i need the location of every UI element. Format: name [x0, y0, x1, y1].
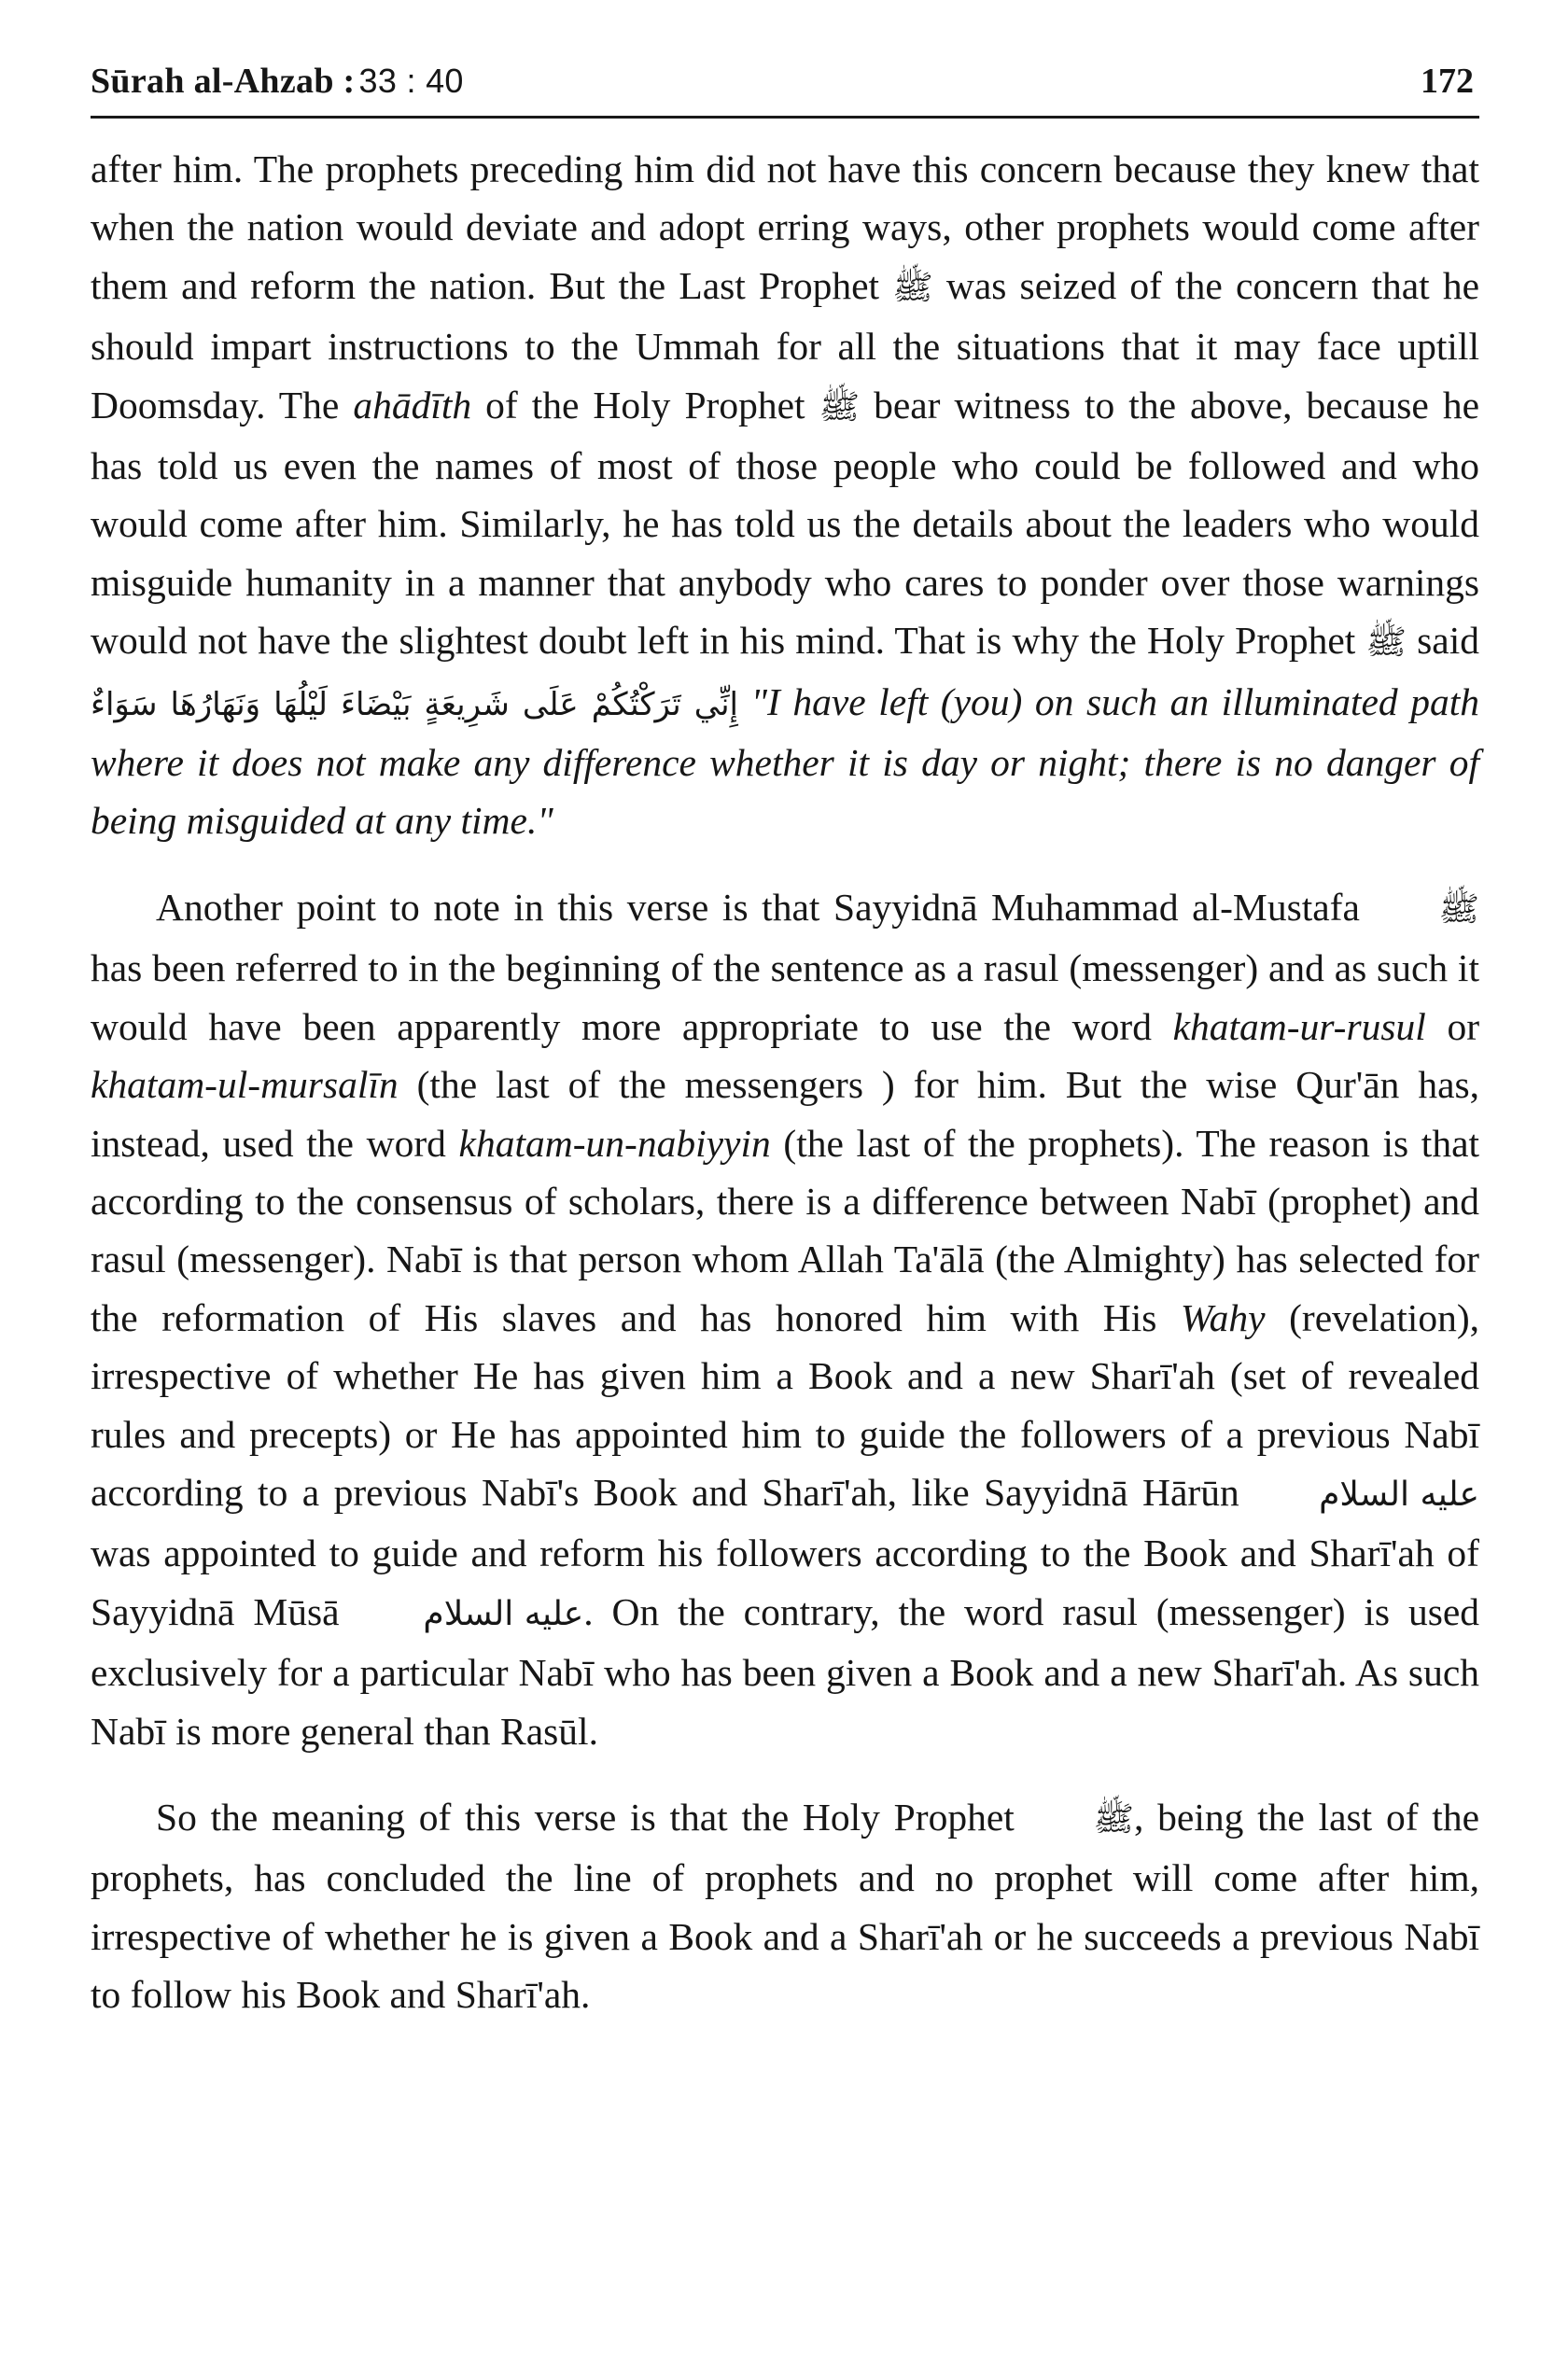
translation-quote: "I have left (you) on such an illuminated path where it does not make any difference whether it is day or night; there is no danger of being misguided at any time."	[91, 679, 1480, 843]
text-run: (the last of the prophets). The reason is that according to the consensus of scholars, there is a difference between Nabī (prophet) and rasul (messenger). Nabī is that person whom Allah Ta'ālā (the Almighty) has selected for the reformation of His slaves and has honored him with His	[91, 1121, 1480, 1339]
salutation-glyph: ﷺ	[1438, 889, 1480, 929]
page-number: 172	[1421, 62, 1474, 101]
surah-title	[91, 54, 464, 108]
surah-name: Sūrah al-Ahzab :	[91, 62, 356, 101]
text-run: has been referred to in the beginning of the sentence as a rasul (messenger) and as such it would have been apparently more appropriate to use the word	[91, 946, 1479, 1048]
term-khatam-ur-rusul: khatam-ur-rusul	[1172, 1004, 1426, 1048]
book-page	[91, 0, 1479, 2364]
running-header	[91, 54, 1479, 108]
body-text	[91, 140, 1479, 2024]
salutation-glyph: ﷺ	[892, 268, 933, 307]
salutation-glyph: ﷺ	[1093, 1799, 1135, 1839]
text-run: So the meaning of this verse is that the Holy Prophet	[156, 1795, 1015, 1839]
alaihis-salam-glyph: عليه السلام	[1319, 1475, 1480, 1514]
paragraph-1	[91, 140, 1479, 850]
text-run: was seized of the concern that he should impart instructions to the Ummah for all the situations that it may face uptill Doomsday. The	[91, 263, 1480, 427]
salutation-glyph: ﷺ	[819, 387, 861, 427]
text-run: after him. The prophets preceding him did not have this concern because they knew that when the nation would deviate and adopt erring ways, other prophets would come after them and reform the nation. But the Last Prophet	[91, 147, 1479, 307]
arabic-hadith-quote: إِنِّي تَرَكْتُكُمْ عَلَى شَرِيعَةٍ بَيْضَاءَ لَيْلُهَا وَنَهَارُهَا سَوَاءٌ	[91, 685, 738, 723]
text-run: (the last of the messengers ) for him. But the wise Qur'ān has, instead, used the word	[91, 1063, 1480, 1165]
term-khatam-ul-mursalin: khatam-ul-mursalīn	[91, 1063, 399, 1107]
salutation-glyph: ﷺ	[1365, 623, 1407, 663]
paragraph-2	[91, 878, 1479, 1760]
text-run: (revelation), irrespective of whether He has given him a Book and a new Sharī'ah (set of revealed rules and precepts) or He has appointed him to guide the followers of a previous Nabī according to a previous Nabī's Book and Sharī'ah, like Sayyidnā Hārūn	[91, 1295, 1480, 1514]
text-run: bear witness to the above, because he has told us even the names of most of those people who could be followed and who would come after him. Similarly, he has told us the details about the leaders who would misguide humanity in a manner that anybody who cares to ponder over those warnings would not have the slightest doubt left in his mind. That is why the Holy Prophet	[91, 383, 1480, 663]
term-wahy: Wahy	[1180, 1295, 1266, 1339]
text-run: was appointed to guide and reform his followers according to the Book and Sharī'ah of Sayyidnā Mūsā	[91, 1532, 1479, 1633]
alaihis-salam-glyph: عليه السلام	[423, 1594, 584, 1633]
text-run: of the Holy Prophet	[485, 383, 805, 427]
verse-reference: 33 : 40	[358, 62, 464, 100]
paragraph-3	[91, 1788, 1479, 2024]
term-ahadith: ahādīth	[353, 383, 472, 427]
text-run: . On the contrary, the word rasul (messenger) is used exclusively for a particular Nabī who has been given a Book and a new Sharī'ah. As such Nabī is more general than Rasūl.	[91, 1589, 1480, 1753]
text-run: said	[1417, 619, 1480, 663]
text-run: Another point to note in this verse is that Sayyidnā Muhammad al-Mustafa	[156, 885, 1360, 929]
text-run: or	[1447, 1004, 1480, 1048]
term-khatam-un-nabiyyin: khatam-un-nabiyyin	[458, 1121, 771, 1165]
header-rule	[91, 116, 1479, 119]
text-run: , being the last of the prophets, has concluded the line of prophets and no prophet will come after him, irrespective of whether he is given a Book and a Sharī'ah or he succeeds a previous Nabī to follow his Book and Sharī'ah.	[91, 1795, 1479, 2017]
